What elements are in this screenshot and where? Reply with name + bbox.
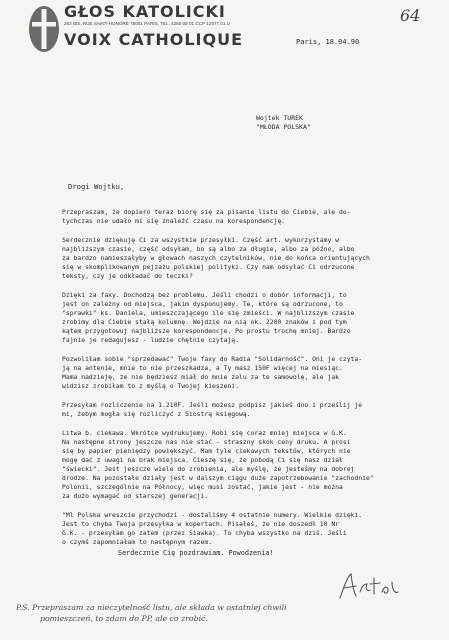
letterhead-title-top: GŁOS KATOLICKI <box>64 2 226 21</box>
body-line: Litwa b. ciekawa. Wkrótce wydrukujemy. Robi się coraz mniej miejsca w G.K. <box>62 429 347 437</box>
handwritten-signature <box>334 572 404 600</box>
recipient-block <box>256 114 311 132</box>
body-line: Serdecznie dziękuję Ci za wszystkie przesyłki. Część art. wykorzystamy w <box>62 236 340 244</box>
letter-body <box>62 208 402 557</box>
body-line: Jest to chyba Twoja przesyłka w kopertach. Pisałeś, że nie doszedł 10 Nr <box>62 520 340 528</box>
body-line: jest on zależny od miejsca, jakim dysponujemy. Te, które są odrzucone, to <box>62 300 343 308</box>
body-line: tychczas nie udało mi się znaleźć czasu na korespondencję. <box>62 217 286 225</box>
body-line: o czymś zapomniałam to następnym razem. <box>62 538 213 546</box>
recipient-org: "MŁODA POLSKA" <box>256 123 311 131</box>
body-line: fajnie je redagujesz - ludzie chętnie czytają. <box>62 336 239 344</box>
body-line: za dużo wymagać od starszej generacji. <box>62 492 209 500</box>
body-line: Mama nadzieję, że nie będziesz miał do mnie żalu za te samowolę, ale jak <box>62 373 340 381</box>
cross-emblem-icon <box>28 4 60 54</box>
body-line: mogę dać z uwagi na brak miejsca. Cieszę się, że pobodą Ci się nasz dział <box>62 456 343 464</box>
body-line: się by papier pieniędzy powiększyć. Mam tyle ciekawych tekstów, których nie <box>62 447 351 455</box>
body-line: widzisz zrobiłam to z myślą o Twojej kieszeni. <box>62 382 239 390</box>
body-line: Dzięki za faxy. Dochodzą bez problemu. Jeśli chodzi o dobór informacji, to <box>62 291 347 299</box>
postscript-line: pomieszczeń, to zdam do PP, ale co zrobić. <box>40 614 208 623</box>
body-paragraph <box>62 401 402 419</box>
body-paragraph <box>62 236 402 281</box>
body-line: Na następne strony jeszcze nas nie stać - straszny skok ceny druku. A prosi <box>62 438 351 446</box>
place-date: Paris, 18.04.90 <box>296 38 360 46</box>
body-line: mi, żebym mogła się rozliczyć z Siostrą księgową. <box>62 410 251 418</box>
body-line: najbliższym czasie, część odsyłam, bo są albo za długie, albo za późno, albo <box>62 245 355 253</box>
body-line: zrobimy dla Ciebie stałą kolumnę. Wejdzie na nią ok. 2200 znaków i pod tym <box>62 318 347 326</box>
page-number: 64 <box>400 6 421 25</box>
body-line: kątem przygotowuj najbliższe korespondencje. Po prostu trochę mniej. Bardzo <box>62 327 351 335</box>
closing-line: Serdecznie Cię pozdrawiam. Powodzenia! <box>118 549 274 557</box>
body-line: Pozwoliłam sobie "sprzedawać" Twoje faxy do Radia "Solidarność". Oni je czyta- <box>62 355 363 363</box>
body-line: Polonii, szczególnie na Północy, więc musi zostać, jakie jest - nie można <box>62 483 343 491</box>
body-line: teksty, czy je odkładać do teczki? <box>62 272 193 280</box>
body-line: "sprawki" ks. Daniela, umieszczającego ile się zmieści. W najbliższym czasie <box>62 309 355 317</box>
body-line: G.K. - przesyłam go zatem (przez Siawka). To chyba wszystko na dziś. Jeśli <box>62 529 347 537</box>
body-line: drodze. Na pozostałe działy jest w dalszym ciągu duże zapotrzebowanie "zachodnie" <box>62 474 374 482</box>
body-line: za bardzo namieszałyby w głowach naszych czytelników, nie do końca orientujących <box>62 254 370 262</box>
recipient-name: Wojtek TUREK <box>256 114 303 122</box>
body-paragraph <box>62 291 402 345</box>
postscript-line: P.S. Przepraszam za nieczytelność listu, ale składa w ostatniej chwili <box>16 603 287 612</box>
body-line: "Ml Polska wreszcie przychodzi - dostaliśmy 4 ostatnie numery. Wielkie dzięki. <box>62 511 363 519</box>
letterhead-title-bottom: VOIX CATHOLIQUE <box>64 30 244 49</box>
body-line: "świecki". Jest jeszcze wiele do zrobienia, ale myślę, że jesteśmy na dobrej <box>62 465 355 473</box>
body-line: Przesyłam rozliczenie na 1.210F. Jeśli możesz podpisz jakieś dno i prześlij je <box>62 401 363 409</box>
body-paragraph <box>62 511 402 547</box>
body-paragraph <box>62 208 402 226</box>
body-line: Przepraszam, że dopiero teraz biorę się za pisanie listu do Ciebie, ale do- <box>62 208 351 216</box>
body-line: się w skomplikowanym pejzażu polskiej polityki. Czy nam odsyłać Ci odrzucone <box>62 263 355 271</box>
body-paragraph <box>62 429 402 501</box>
body-line: ją na antenie, mnie to nie przeszkadza, a Ty masz 150F więcej na miesiąc. <box>62 364 343 372</box>
letterhead-address: 263 BIS, RUE SAINT-HONORÉ 75001 PARIS, TEL. 4260 08 01 CCP 12977 01 U <box>64 21 230 26</box>
body-paragraph <box>62 355 402 391</box>
salutation: Drogi Wojtku, <box>68 182 125 191</box>
postscript <box>16 602 446 624</box>
